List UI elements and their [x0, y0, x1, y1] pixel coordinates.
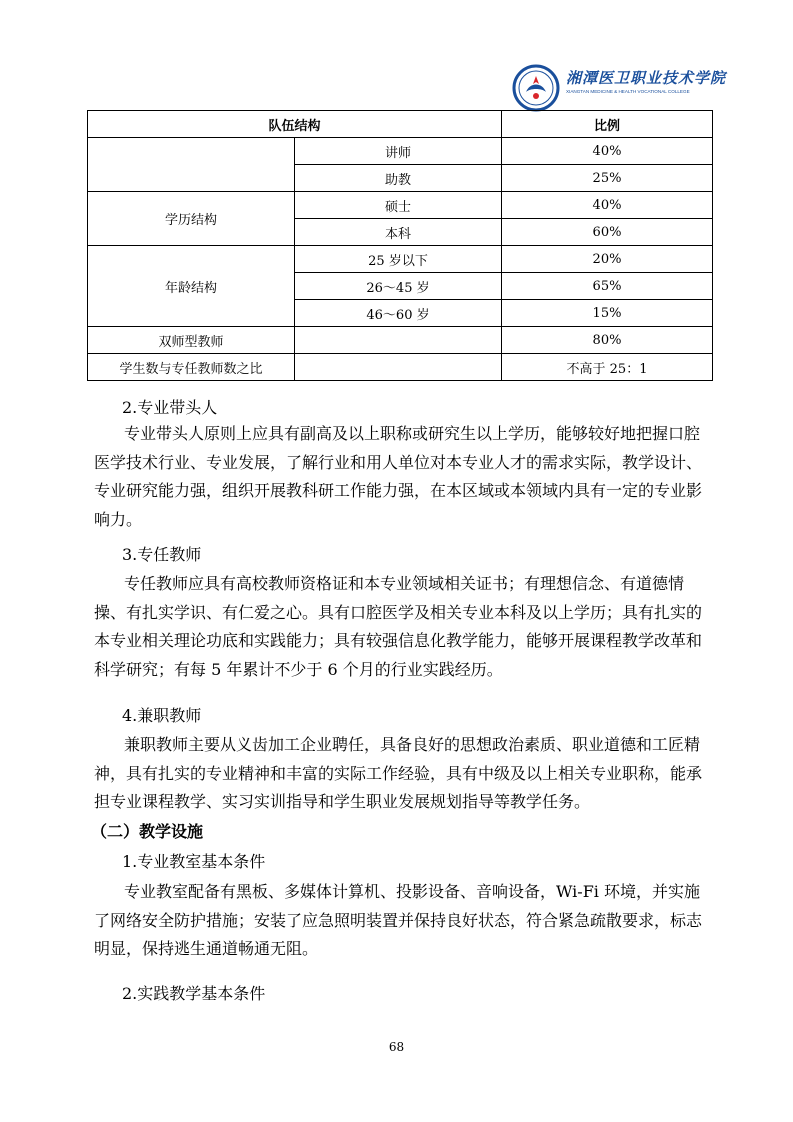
team-structure-table — [87, 110, 713, 381]
section-title-leader: 2.专业带头人 — [122, 398, 218, 417]
section-title-parttime: 4.兼职教师 — [122, 706, 202, 725]
table-row — [88, 192, 713, 219]
sub-category: 46～60 岁 — [295, 300, 502, 327]
ratio-value: 15% — [502, 300, 713, 327]
ratio-value: 不高于 25：1 — [502, 354, 713, 381]
sub-category: 25 岁以下 — [295, 246, 502, 273]
part-title-facilities: （二）教学设施 — [91, 822, 204, 841]
section-title-practice: 2.实践教学基本条件 — [122, 984, 266, 1003]
section-body-fulltime: 专任教师应具有高校教师资格证和本专业领域相关证书；有理想信念、有道德情操、有扎实学识、有仁爱之心。具有口腔医学及相关专业本科及以上学历；具有扎实的本专业相关理论功底和实践能力；具有较强信息化教学能力，能够开展课程教学改革和科学研究；有每 5 年累计不少于 6 个月的行业实践经历。 — [94, 574, 703, 679]
sub-category: 助教 — [295, 165, 502, 192]
table-row — [88, 138, 713, 165]
header-ratio: 比例 — [502, 111, 713, 138]
section-body-leader: 专业带头人原则上应具有副高及以上职称或研究生以上学历，能够较好地把握口腔医学技术行业、专业发展，了解行业和用人单位对本专业人才的需求实际，教学设计、专业研究能力强，组织开展教科研工作能力强，在本区域或本领域内具有一定的专业影响力。 — [94, 424, 703, 529]
header-structure: 队伍结构 — [88, 111, 502, 138]
group-label: 学生数与专任教师数之比 — [88, 354, 295, 381]
ratio-value: 60% — [502, 219, 713, 246]
section-title-classroom: 1.专业教室基本条件 — [122, 852, 266, 871]
college-name-en: XIANGTAN MEDICINE & HEALTH VOCATIONAL COLLEGE — [566, 89, 690, 94]
ratio-value: 40% — [502, 192, 713, 219]
table-row — [88, 246, 713, 273]
group-label: 学历结构 — [88, 192, 295, 246]
college-name-cn: 湘潭医卫职业技术学院 — [566, 69, 727, 87]
table-row — [88, 327, 713, 354]
page-number: 68 — [388, 1040, 405, 1054]
college-logo — [512, 64, 727, 112]
table-row — [88, 354, 713, 381]
sub-category: 本科 — [295, 219, 502, 246]
sub-category: 讲师 — [295, 138, 502, 165]
sub-category: 26～45 岁 — [295, 273, 502, 300]
ratio-value: 25% — [502, 165, 713, 192]
group-label: 双师型教师 — [88, 327, 295, 354]
college-emblem-icon — [512, 64, 560, 112]
section-body-classroom: 专业教室配备有黑板、多媒体计算机、投影设备、音响设备，Wi-Fi 环境，并实施了网络安全防护措施；安装了应急照明装置并保持良好状态，符合紧急疏散要求，标志明显，保持逃生通道畅通无阻。 — [94, 882, 703, 958]
sub-category: 硕士 — [295, 192, 502, 219]
section-title-fulltime: 3.专任教师 — [122, 545, 202, 564]
empty-cell — [295, 327, 502, 354]
ratio-value: 65% — [502, 273, 713, 300]
section-body-parttime: 兼职教师主要从义齿加工企业聘任，具备良好的思想政治素质、职业道德和工匠精神，具有扎实的专业精神和丰富的实际工作经验，具有中级及以上相关专业职称，能承担专业课程教学、实习实训指导和学生职业发展规划指导等教学任务。 — [94, 735, 703, 811]
table-header-row — [88, 111, 713, 138]
empty-cell — [295, 354, 502, 381]
ratio-value: 80% — [502, 327, 713, 354]
title-group-cell — [88, 138, 295, 192]
ratio-value: 40% — [502, 138, 713, 165]
group-label: 年龄结构 — [88, 246, 295, 327]
ratio-value: 20% — [502, 246, 713, 273]
